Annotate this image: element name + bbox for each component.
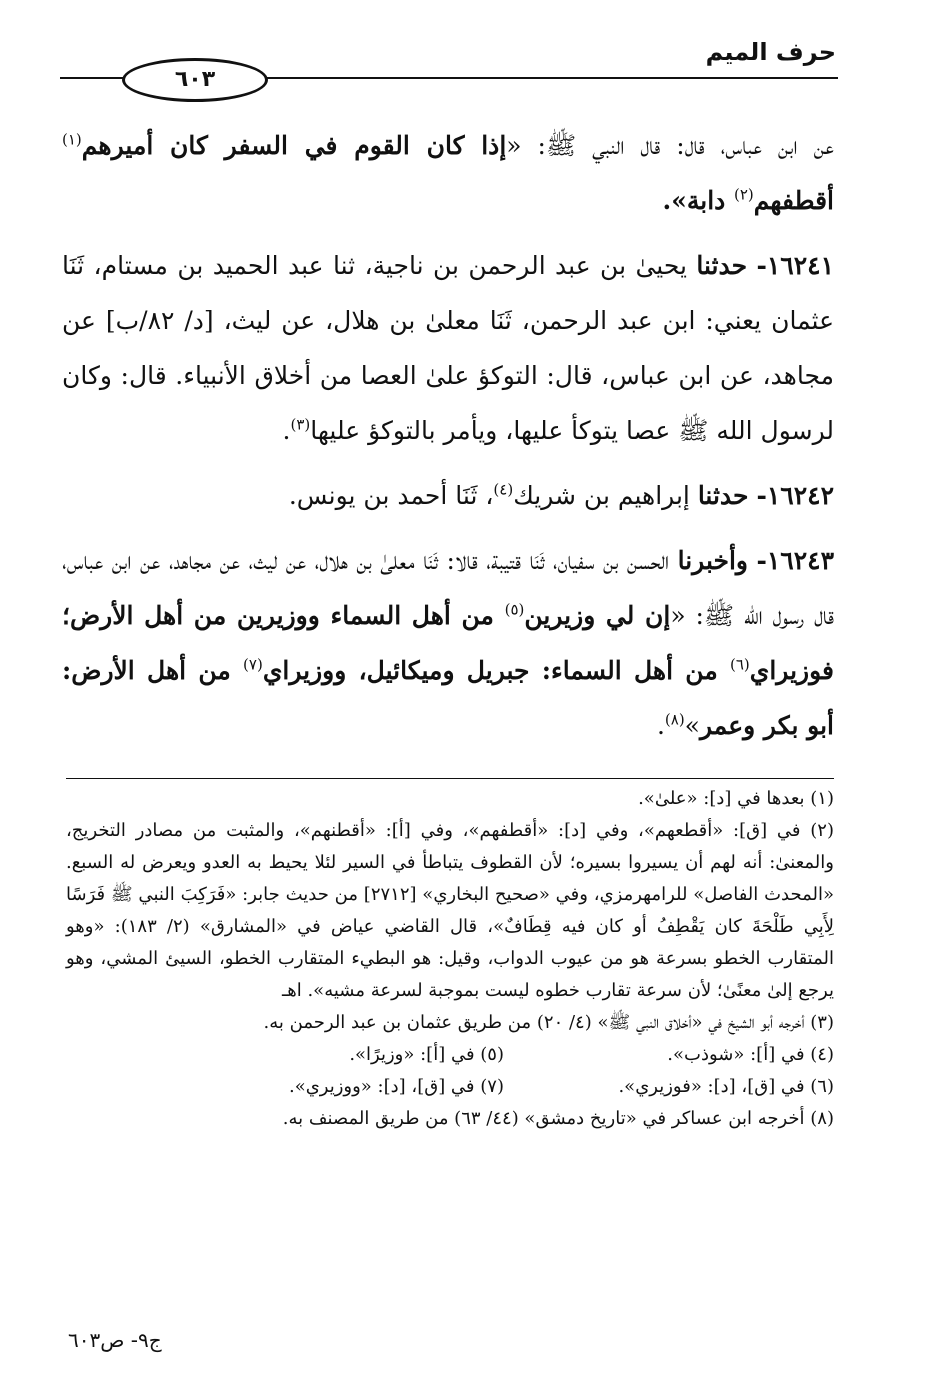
footnote-ref: (٧)	[243, 655, 263, 674]
page-header	[60, 38, 838, 98]
hadith-quote: إذا كان القوم في السفر كان أميرهم	[81, 131, 507, 160]
text: »	[684, 711, 700, 740]
footnote-8: (٨) أخرجه ابن عساكر في «تاريخ دمشق» (٤٤/ ٦٣) من طريق المصنف به.	[282, 1108, 834, 1129]
text: يحيىٰ بن عبد الرحمن بن ناجية، ثنا عبد الحميد بن مستام، ثَنَا عثمان يعني: ابن عبد الرحمن، ثَنَا معلىٰ بن هلال، عن ليث، [د/ ٨٢/ب] عن مجاهد، عن ابن عباس، قال: التوكؤ علىٰ العصا من أخلاق الأنبياء. قال: وكان لرسول الله ﷺ عصا يتوكأ عليها، ويأمر بالتوكؤ عليها	[62, 251, 835, 445]
transmission-keyword: حدثنا	[697, 481, 749, 510]
footnote-7: (٧) في [ق]، [د]: «ووزيري».	[288, 1076, 504, 1097]
text: .	[656, 711, 665, 740]
footnotes	[66, 778, 834, 1135]
paragraph-16243	[62, 533, 834, 753]
paragraph-16241	[62, 238, 834, 458]
transmission-keyword: وأخبرنا	[677, 546, 748, 575]
text: ، ثَنَا أحمد بن يونس.	[288, 481, 494, 510]
text: إبراهيم بن شريك	[513, 481, 698, 510]
hadith-number: ١٦٢٤٢-	[756, 481, 834, 510]
hadith-number: ١٦٢٤٣-	[756, 546, 834, 575]
paragraph-1	[62, 118, 834, 228]
footnote-ref: (٦)	[730, 655, 750, 674]
text: .	[282, 416, 291, 445]
footnote-1: (١) بعدها في [د]: «علىٰ».	[638, 788, 834, 809]
footnote-4: (٤) في [أ]: «شوذب».	[667, 1044, 834, 1065]
footnote-2: (٢) في [ق]: «أقطعهم»، وفي [د]: «أقطفهم»، وفي [أ]: «أقطنهم»، والمثبت من مصادر التخريج، والمعنىٰ: أنه لهم أن يسيروا بسيره؛ لأن القطوف يتباطأ في السير لئلا يحيط به العدو ويعرض له السبع. «المحدث الفاصل» للرامهرمزي، وفي «صحيح البخاري» [٢٧١٢] من حديث جابر: «فَرَكِبَ النبي ﷺ فَرَسًا لِأَبِي طَلْحَةَ كان يَقْطِفُ أو كان فيه قِطَافٌ»، قال القاضي عياض في «المشارق» (٢/ ١٨٣): «وهو المتقارب الخطو بسرعة هو من عيوب الدواب، وقيل: هو البطيء المتقارب الخطو، السيئ المشي، وهو يرجع إلىٰ معنًىٰ؛ لأن سرعة تقارب خطوه ليست بموجبة لسرعة مشيه». اهـ	[66, 820, 835, 1001]
text: عن ابن عباس، قال: قال النبي ﷺ: «	[506, 131, 834, 160]
hadith-quote: من أهل السماء ووزيرين من أهل الأرض؛ فوزيراي	[62, 601, 834, 685]
footnote-ref: (٣)	[290, 415, 311, 434]
chapter-title: حرف الميم	[705, 38, 836, 66]
hadith-number: ١٦٢٤١-	[756, 251, 834, 280]
footnote-ref: (٢)	[734, 185, 754, 204]
footnote-ref: (١)	[62, 130, 82, 149]
page-footer: ج٩- ص٦٠٣	[68, 1328, 162, 1352]
page-number-badge: ٦٠٣	[122, 58, 268, 102]
footnote-6: (٦) في [ق]، [د]: «فوزيري».	[618, 1076, 834, 1097]
hadith-quote-tail: دابة».	[662, 186, 734, 215]
footnote-ref: (٤)	[493, 480, 514, 499]
hadith-quote: إن لي وزيرين	[524, 601, 671, 630]
paragraph-16242	[62, 468, 834, 523]
transmission-keyword: حدثنا	[696, 251, 748, 280]
hadith-quote: أقطفهم	[753, 186, 834, 215]
footnote-ref: (٨)	[664, 710, 685, 729]
main-text	[62, 118, 834, 763]
hadith-quote: من أهل الأرض: أبو بكر وعمر	[62, 656, 834, 740]
footnote-ref: (٥)	[504, 600, 525, 619]
text: الحسن بن سفيان، ثَنَا قتيبة، قالا: ثَنَا معلىٰ بن هلال، عن ليث، عن مجاهد، عن ابن عباس، قال رسول الله ﷺ: «	[62, 546, 834, 630]
footnote-row-4-5	[66, 1039, 834, 1071]
footnote-5: (٥) في [أ]: «وزيرًا».	[349, 1044, 504, 1065]
footnote-row-6-7	[66, 1071, 834, 1103]
footnote-3: (٣) أخرجه أبو الشيخ في «أخلاق النبي ﷺ» (٤/ ٢٠) من طريق عثمان بن عبد الرحمن به.	[263, 1012, 834, 1033]
hadith-quote: من أهل السماء: جبريل وميكائيل، ووزيراي	[262, 656, 730, 685]
